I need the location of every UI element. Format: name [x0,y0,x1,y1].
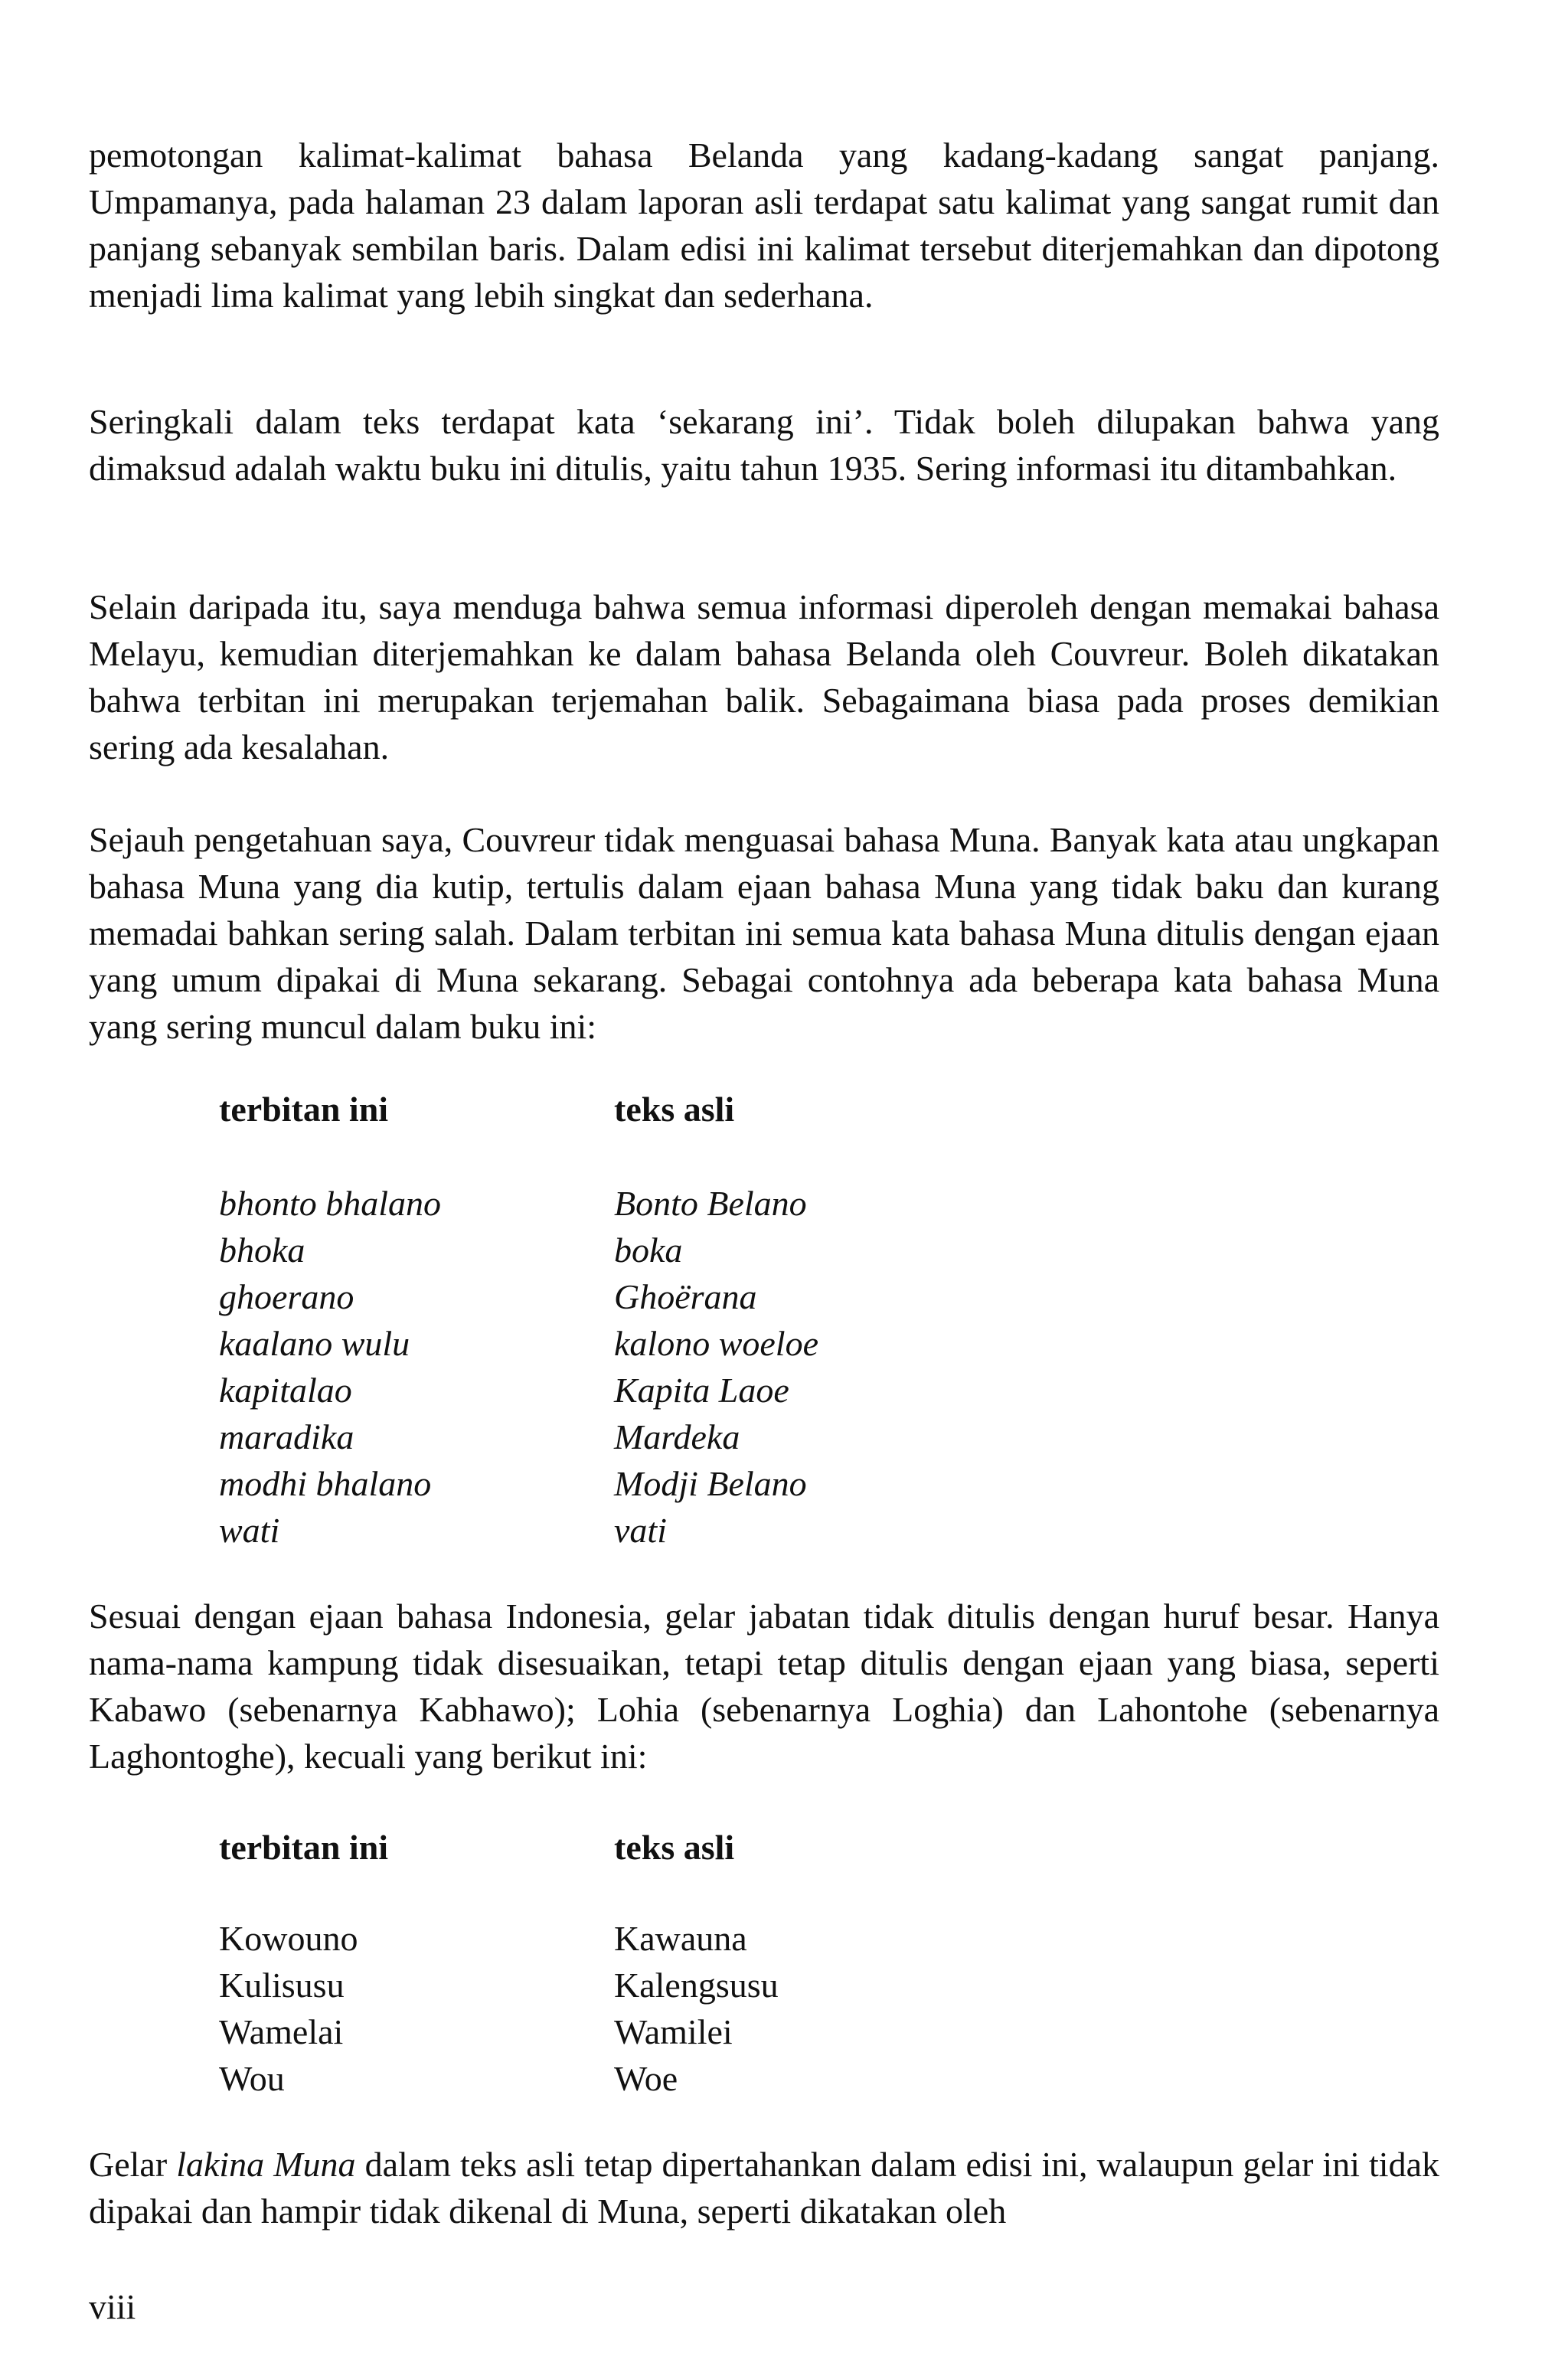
table-cell: Wou [219,2059,285,2098]
table-header-row [219,1086,908,1132]
table-cell: wati [219,1511,280,1550]
table-row [219,1367,908,1414]
paragraph-1: pemotongan kalimat-kalimat bahasa Belanda yang kadang-kadang sangat panjang. Umpamanya, pada halaman 23 dalam laporan asli terdapat satu kalimat yang sangat rumit dan panjang sebanyak sembilan baris. Dalam edisi ini kalimat tersebut diterjemahkan dan dipotong menjadi lima kalimat yang lebih singkat dan sederhana. [89,136,1439,315]
table-spacer [219,1871,908,1915]
table-row [219,1507,908,1554]
table-row [219,1273,908,1320]
paragraph-3: Selain daripada itu, saya menduga bahwa semua informasi diperoleh dengan memakai bahasa Melayu, kemudian diterjemahkan ke dalam bahasa Belanda oleh Couvreur. Boleh dikatakan bahwa terbitan ini merupakan terjemahan balik. Sebagaimana biasa pada proses demikian sering ada kesalahan. [89,587,1439,766]
table-cell: Wamilei [614,2012,733,2051]
paragraph-4: Sejauh pengetahuan saya, Couvreur tidak menguasai bahasa Muna. Banyak kata atau ungkapan bahasa Muna yang dia kutip, tertulis dalam ejaan bahasa Muna yang tidak baku dan kurang memadai bahkan sering salah. Dalam terbitan ini semua kata bahasa Muna ditulis dengan ejaan yang umum dipakai di Muna sekarang. Sebagai contohnya ada beberapa kata bahasa Muna yang sering muncul dalam buku ini: [89,820,1439,1046]
table-cell: kapitalao [219,1371,352,1410]
table-row [219,2008,908,2055]
table-row [219,1227,908,1273]
paragraph-6-start: Gelar [89,2145,177,2184]
table-row [219,1180,908,1227]
spelling-table-1 [219,1086,908,1554]
table-cell: Mardeka [614,1417,740,1456]
table-spacer [219,1132,908,1180]
page-number: viii [89,2287,136,2326]
paragraph-6-end: dalam teks asli tetap dipertahankan dalam edisi ini, walaupun gelar ini tidak dipakai dan hampir tidak dikenal di Muna, seperti dikatakan oleh [89,2145,1440,2231]
table-cell: Wamelai [219,2012,344,2051]
table-header-original-text: teks asli [614,1090,735,1129]
table-cell: bhonto bhalano [219,1184,442,1223]
table-header-row [219,1824,908,1871]
table-header-original-text: teks asli [614,1828,735,1867]
table-cell: Bonto Belano [614,1184,807,1223]
table-cell: kalono woeloe [614,1324,818,1363]
table-cell: Kulisusu [219,1966,345,2005]
table-cell: Kalengsusu [614,1966,779,2005]
table-cell: boka [614,1230,683,1270]
table-cell: modhi bhalano [219,1464,432,1503]
table-row [219,1962,908,2008]
table-cell: Modji Belano [614,1464,807,1503]
table-cell: Woe [614,2059,678,2098]
table-row [219,1414,908,1460]
table-cell: Ghoërana [614,1277,757,1316]
paragraph-5: Sesuai dengan ejaan bahasa Indonesia, gelar jabatan tidak ditulis dengan huruf besar. Hanya nama-nama kampung tidak disesuaikan, tetapi tetap ditulis dengan ejaan yang biasa, seperti Kabawo (sebenarnya Kabhawo); Lohia (sebenarnya Loghia) dan Lahontohe (sebenarnya Laghontoghe), kecuali yang berikut ini: [89,1597,1439,1776]
table-row [219,2055,908,2102]
table-row [219,1320,908,1367]
table-cell: kaalano wulu [219,1324,410,1363]
village-name-table [219,1824,908,2102]
table-cell: maradika [219,1417,354,1456]
table-cell: Kowouno [219,1919,358,1958]
table-cell: Kapita Laoe [614,1371,789,1410]
paragraph-6 [89,2141,1439,2234]
table-cell: ghoerano [219,1277,354,1316]
table-header-this-edition: terbitan ini [219,1828,389,1867]
paragraph-2: Seringkali dalam teks terdapat kata ‘sekarang ini’. Tidak boleh dilupakan bahwa yang dimaksud adalah waktu buku ini ditulis, yaitu tahun 1935. Sering informasi itu ditambahkan. [89,402,1439,488]
table-cell: bhoka [219,1230,305,1270]
table-row [219,1915,908,1962]
table-header-this-edition: terbitan ini [219,1090,389,1129]
table-cell: Kawauna [614,1919,747,1958]
table-cell: vati [614,1511,667,1550]
paragraph-6-italic-term: lakina Muna [176,2145,356,2184]
table-row [219,1460,908,1507]
